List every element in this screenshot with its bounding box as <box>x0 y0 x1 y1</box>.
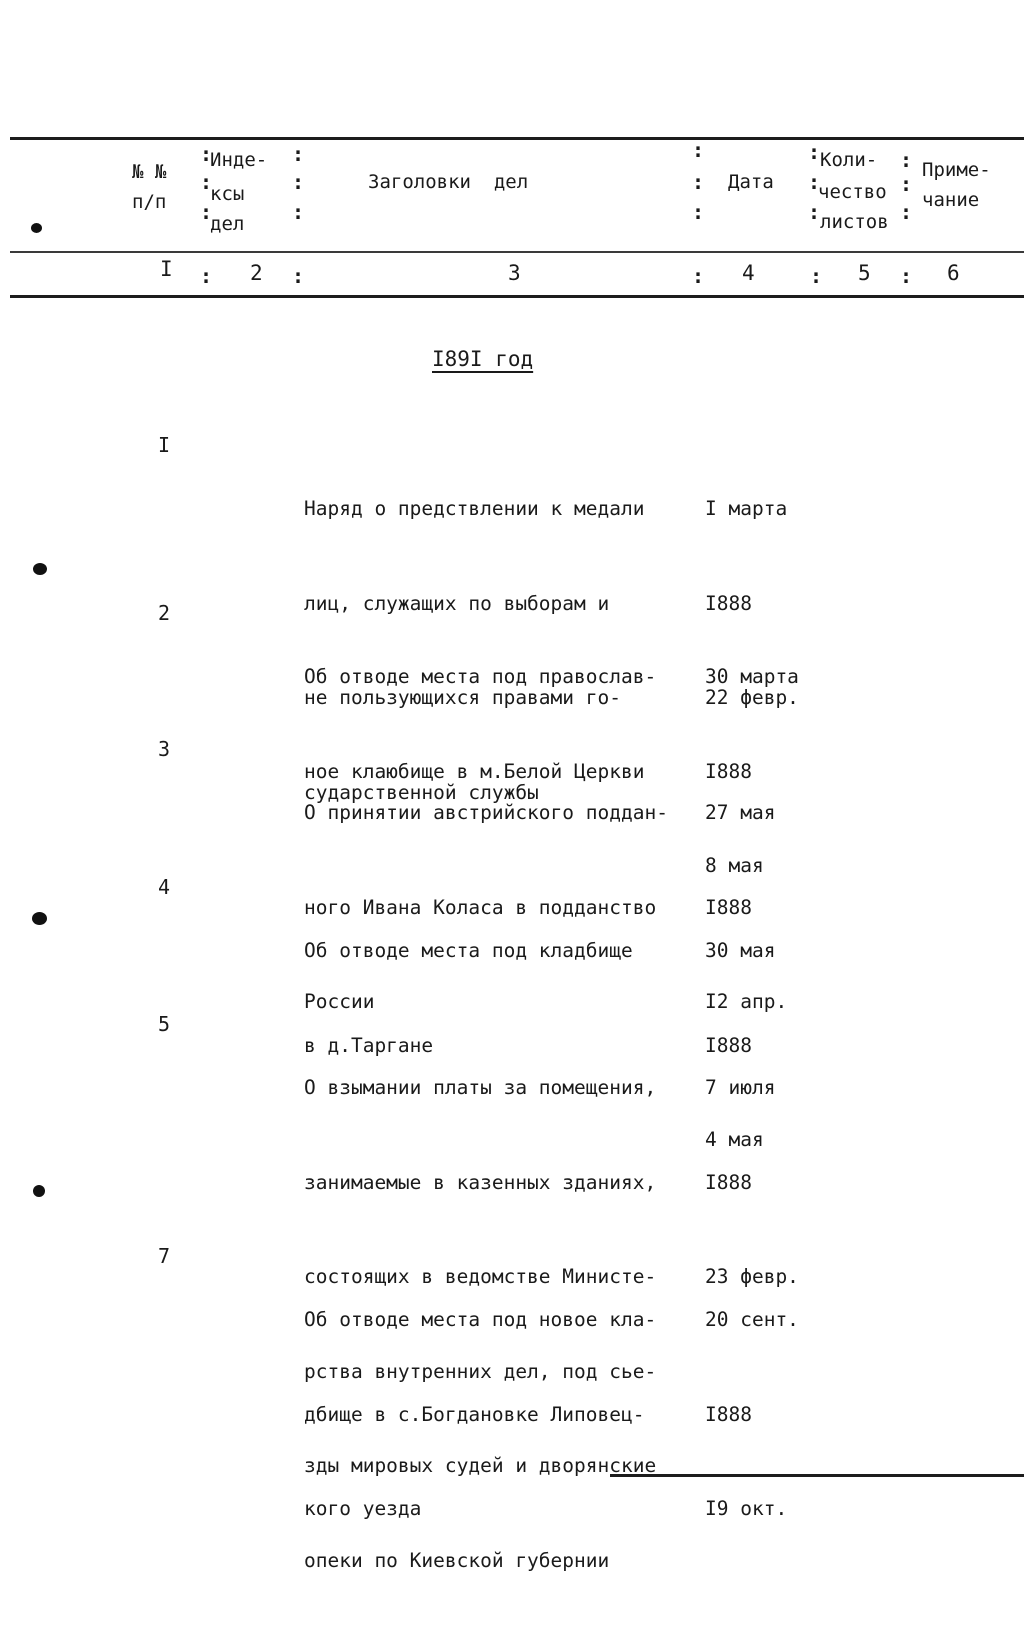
header-separator: : <box>292 142 305 166</box>
entry-date-end: 22 февр. <box>705 686 799 709</box>
header-separator: : <box>200 170 213 194</box>
entry-title-line: Наряд о предствлении к медали <box>304 497 645 520</box>
header-separator: : <box>692 200 705 224</box>
table-top-rule <box>10 137 1024 140</box>
number-separator: : <box>900 264 913 288</box>
entry-date-end: I2 апр. <box>705 990 788 1013</box>
header-col-date: Дата <box>728 171 774 193</box>
punch-hole-mark <box>32 912 47 925</box>
column-number-3: 3 <box>508 261 521 285</box>
header-col-number-line1: № № <box>132 161 167 183</box>
header-separator: : <box>900 148 913 172</box>
entry-title-line: О взымании платы за помещения, <box>304 1076 657 1099</box>
column-number-1: I <box>160 257 173 281</box>
header-col-index-line1: Инде- <box>210 149 268 171</box>
punch-hole-mark <box>33 563 47 575</box>
header-separator: : <box>200 200 213 224</box>
entry-title-line: в д.Таргане <box>304 1033 434 1057</box>
entry-number: 3 <box>158 737 171 761</box>
header-col-number-line2: п/п <box>132 191 167 213</box>
entry-title-line: зды мировых судей и дворянские <box>304 1454 657 1477</box>
entry-title-line: лиц, служащих по выборам и <box>304 591 610 615</box>
entry-date-end: 23 февр. <box>705 1265 799 1288</box>
header-col-titles: Заголовки дел <box>368 171 529 193</box>
year-heading: I89I год <box>432 347 534 371</box>
entry-title-line: ное клаюбище в м.Белой Церкви <box>304 759 645 783</box>
entry-title-line: рства внутренних дел, под сье- <box>304 1359 657 1383</box>
entry-title-line: О принятии австрийского поддан- <box>304 801 668 824</box>
entry-date-start: 7 июля <box>705 1076 776 1099</box>
header-col-note-line1: Приме- <box>922 159 991 181</box>
header-separator: : <box>292 200 305 224</box>
number-separator: : <box>692 264 705 288</box>
entry-title-line: состоящих в ведомстве Министе- <box>304 1265 657 1288</box>
entry-title-line: России <box>304 990 375 1013</box>
header-separator: : <box>808 140 821 164</box>
header-col-index-line3: дел <box>210 213 245 235</box>
punch-hole-mark <box>31 223 42 233</box>
column-number-2: 2 <box>250 261 263 285</box>
entry-number: 2 <box>158 601 171 625</box>
header-col-sheets-line1: Коли- <box>820 149 878 171</box>
header-separator: : <box>292 170 305 194</box>
entry-date <box>705 1241 835 1588</box>
punch-hole-mark <box>33 1185 45 1197</box>
header-separator: : <box>900 172 913 196</box>
entry-date-end: I9 окт. <box>705 1497 788 1520</box>
entry-number: I <box>158 433 171 457</box>
entry-title-line: сударственной службы <box>304 780 539 804</box>
entry-date-end: 4 мая <box>705 1128 764 1151</box>
entry-date-start: 30 марта <box>705 665 799 688</box>
entry-title <box>304 1241 704 1588</box>
entry-date-start: 20 сент. <box>705 1308 799 1331</box>
entry-date-year: I888 <box>705 1170 752 1194</box>
entry-title-line: опеки по Киевской губернии <box>304 1548 610 1572</box>
header-col-index-line2: ксы <box>210 183 245 205</box>
number-separator: : <box>292 264 305 288</box>
header-col-note-line2: чание <box>922 189 980 211</box>
header-separator: : <box>808 200 821 224</box>
entry-title-line: Об отводе места под новое кла- <box>304 1308 657 1331</box>
entry-title-line: Об отводе места под кладбище <box>304 939 633 962</box>
entry-date-year: I888 <box>705 895 752 919</box>
header-divider-rule <box>10 251 1024 253</box>
column-number-5: 5 <box>858 261 871 285</box>
table-header-bottom-rule <box>10 295 1024 298</box>
entry-date-start: 27 мая <box>705 801 776 824</box>
entry-title-line: Об отводе места под православ- <box>304 665 657 688</box>
number-separator: : <box>810 264 823 288</box>
entry-title-line: не пользующихся правами го- <box>304 686 621 709</box>
header-separator: : <box>200 142 213 166</box>
entry-date-year: I888 <box>705 591 752 615</box>
number-separator: : <box>200 264 213 288</box>
header-separator: : <box>900 200 913 224</box>
header-col-sheets-line3: листов <box>820 211 889 233</box>
entry-title-line: ного Ивана Коласа в подданство <box>304 895 657 919</box>
column-number-6: 6 <box>947 261 960 285</box>
column-number-4: 4 <box>742 261 755 285</box>
entry-date-year: I888 <box>705 1402 752 1426</box>
header-separator: : <box>692 138 705 162</box>
entry-title-line: кого уезда <box>304 1497 422 1520</box>
entry-number: 7 <box>158 1244 171 1268</box>
entry-date-end: 8 мая <box>705 854 764 877</box>
entry-number: 4 <box>158 875 171 899</box>
header-col-sheets-line2: чество <box>818 181 887 203</box>
header-separator: : <box>808 170 821 194</box>
entry-number: 5 <box>158 1012 171 1036</box>
header-separator: : <box>692 170 705 194</box>
entry-date-year: I888 <box>705 1033 752 1057</box>
entry-date-start: 30 мая <box>705 939 776 962</box>
entry-date-year: I888 <box>705 759 752 783</box>
entry-title-line: занимаемые в казенных зданиях, <box>304 1170 657 1194</box>
entry-title-line: дбище в с.Богдановке Липовец- <box>304 1402 645 1426</box>
entry-date-start: I марта <box>705 497 788 520</box>
